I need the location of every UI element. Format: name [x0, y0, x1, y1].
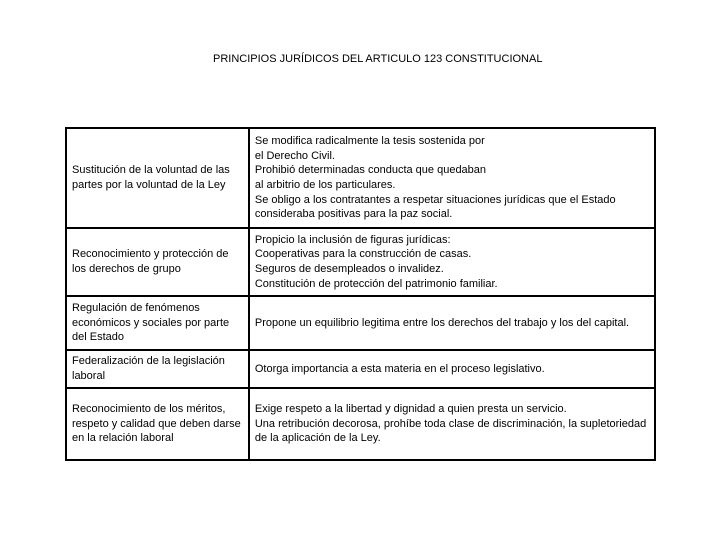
description-cell: Exige respeto a la libertad y dignidad a quien presta un servicio. Una retribución decorosa, prohíbe toda clase de discriminación, la supletoriedad de la aplicación de la Ley.	[249, 388, 655, 460]
description-cell: Otorga importancia a esta materia en el proceso legislativo.	[249, 350, 655, 388]
table-row	[66, 388, 655, 460]
table-row	[66, 350, 655, 388]
principle-cell: Reconocimiento de los méritos, respeto y calidad que deben darse en la relación laboral	[66, 388, 249, 460]
table-row	[66, 296, 655, 350]
principle-cell: Regulación de fenómenos económicos y sociales por parte del Estado	[66, 296, 249, 350]
description-cell: Propicio la inclusión de figuras jurídicas: Cooperativas para la construcción de casas. Seguros de desempleados o invalidez. Constitución de protección del patrimonio familiar.	[249, 228, 655, 296]
table-row	[66, 228, 655, 296]
principle-cell: Sustitución de la voluntad de las partes por la voluntad de la Ley	[66, 128, 249, 228]
principles-table	[65, 127, 656, 461]
description-cell: Se modifica radicalmente la tesis sostenida por el Derecho Civil. Prohibió determinadas conducta que quedaban al arbitrio de los particulares. Se obligo a los contratantes a respetar situaciones jurídicas que el Estado consideraba positivas para la paz social.	[249, 128, 655, 228]
page-title: PRINCIPIOS JURÍDICOS DEL ARTICULO 123 CONSTITUCIONAL	[213, 53, 543, 65]
principle-cell: Reconocimiento y protección de los derechos de grupo	[66, 228, 249, 296]
table-row	[66, 128, 655, 228]
description-cell: Propone un equilibrio legitima entre los derechos del trabajo y los del capital.	[249, 296, 655, 350]
principle-cell: Federalización de la legislación laboral	[66, 350, 249, 388]
